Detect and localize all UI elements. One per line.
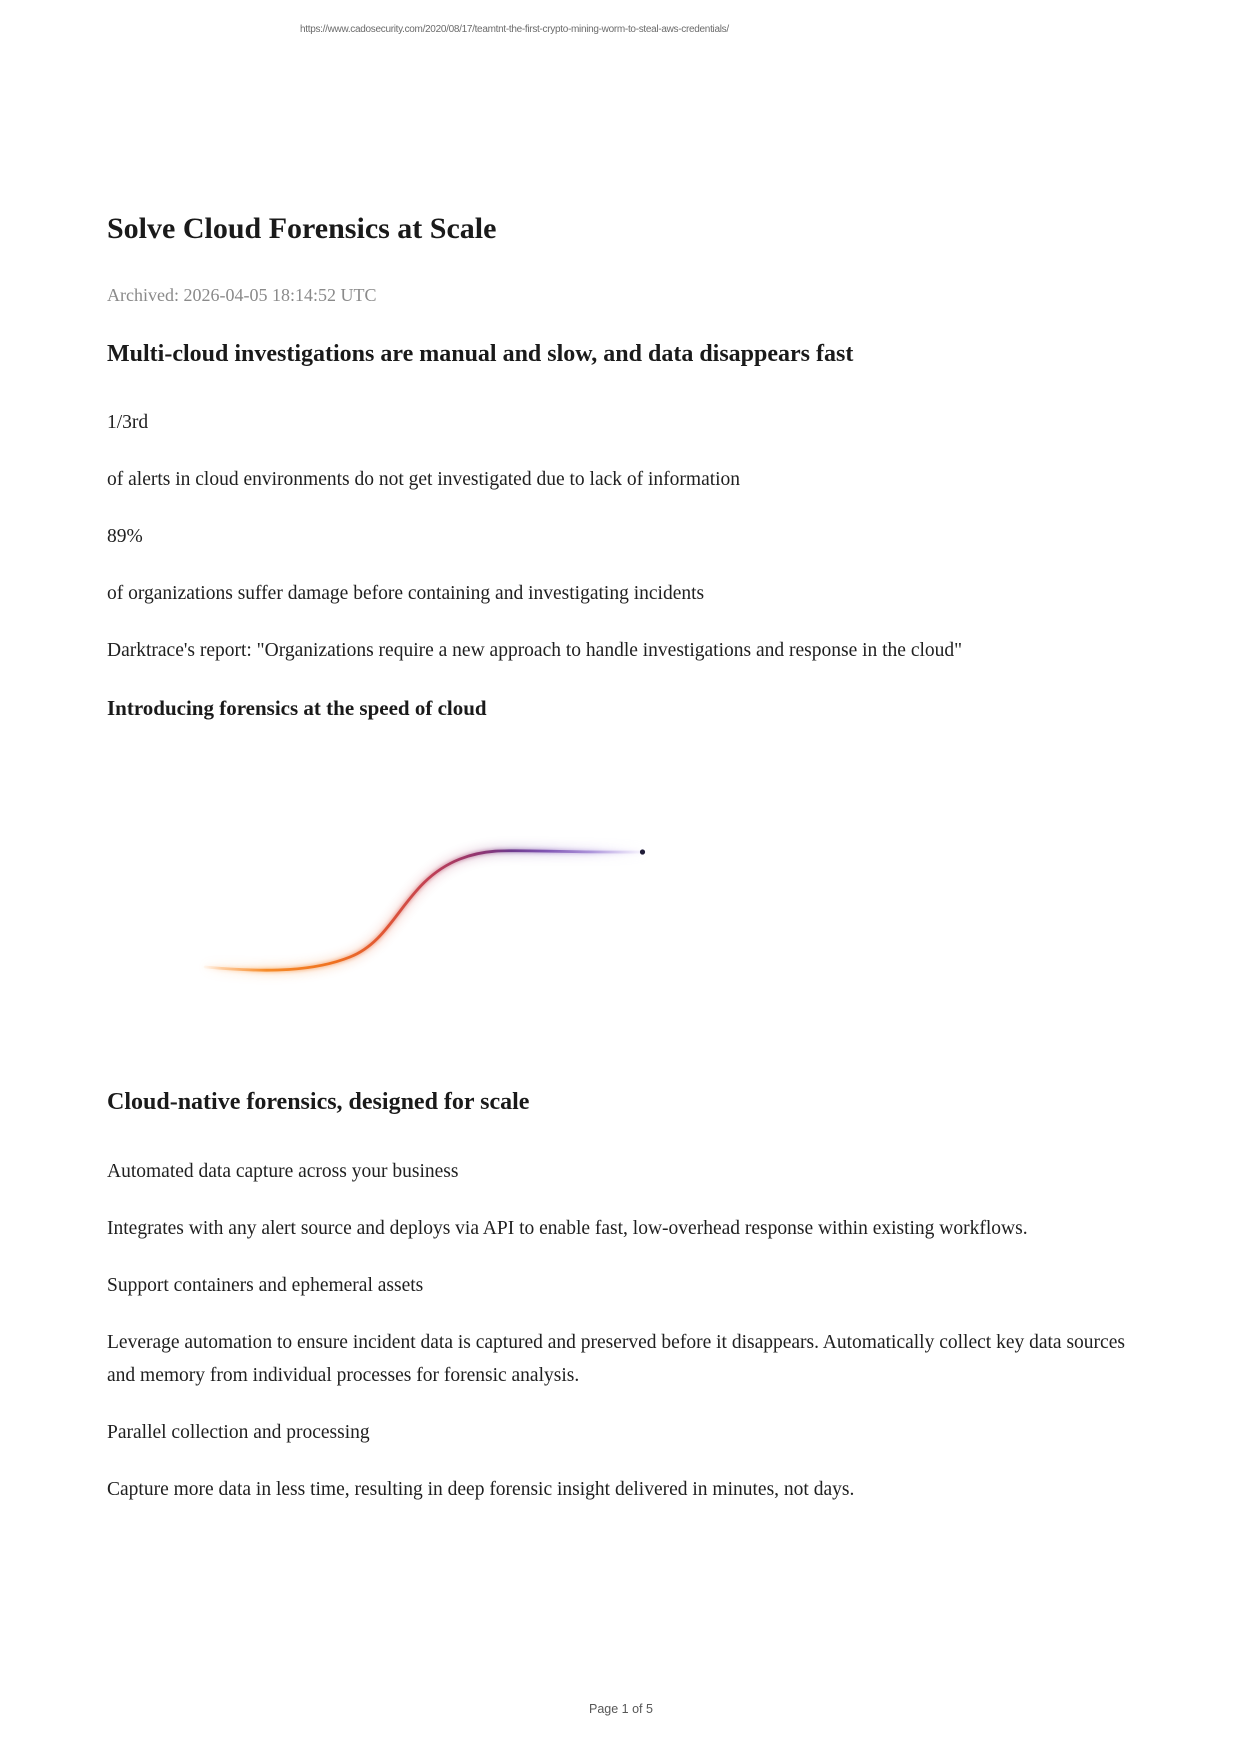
page-footer: Page 1 of 5: [589, 1702, 653, 1716]
curve-line: [205, 851, 642, 971]
feature-description: Integrates with any alert source and deploys via API to enable fast, low-overhead response within existing workflows.: [107, 1217, 1028, 1239]
feature-label: Parallel collection and processing: [107, 1421, 370, 1443]
stat-description: of organizations suffer damage before containing and investigating incidents: [107, 583, 705, 605]
feature-description: Leverage automation to ensure incident data is captured and preserved before it disappears. Automatically collect key data sources and memory from individual processes for forensic analysis.: [107, 1331, 1125, 1386]
stat-value: 89%: [107, 526, 143, 548]
curve-glow-outer: [205, 851, 642, 971]
stat-description: of alerts in cloud environments do not get investigated due to lack of information: [107, 469, 741, 491]
curve-glow-inner: [205, 851, 642, 971]
section-heading-problem: Multi-cloud investigations are manual and slow, and data disappears fast: [107, 340, 854, 367]
curve-endpoint-dot: [640, 850, 645, 855]
subheading-intro: Introducing forensics at the speed of cloud: [107, 696, 487, 721]
feature-description: Capture more data in less time, resulting in deep forensic insight delivered in minutes, not days.: [107, 1478, 855, 1500]
article-content: [107, 0, 1137, 1506]
page-title: Solve Cloud Forensics at Scale: [107, 212, 497, 245]
feature-label: Support containers and ephemeral assets: [107, 1274, 424, 1296]
archived-timestamp: Archived: 2026-04-05 18:14:52 UTC: [107, 284, 377, 305]
feature-label: Automated data capture across your business: [107, 1160, 459, 1182]
source-url: https://www.cadosecurity.com/2020/08/17/teamtnt-the-first-crypto-mining-worm-to-steal-aws-credentials/: [300, 24, 729, 35]
gradient-s-curve-illustration: [180, 745, 655, 990]
stat-value: 1/3rd: [107, 412, 149, 434]
gradient-s-curve: [180, 745, 655, 990]
analyst-quote: Darktrace's report: "Organizations require a new approach to handle investigations and response in the cloud": [107, 640, 963, 662]
section-heading-solution: Cloud-native forensics, designed for scale: [107, 1089, 530, 1116]
